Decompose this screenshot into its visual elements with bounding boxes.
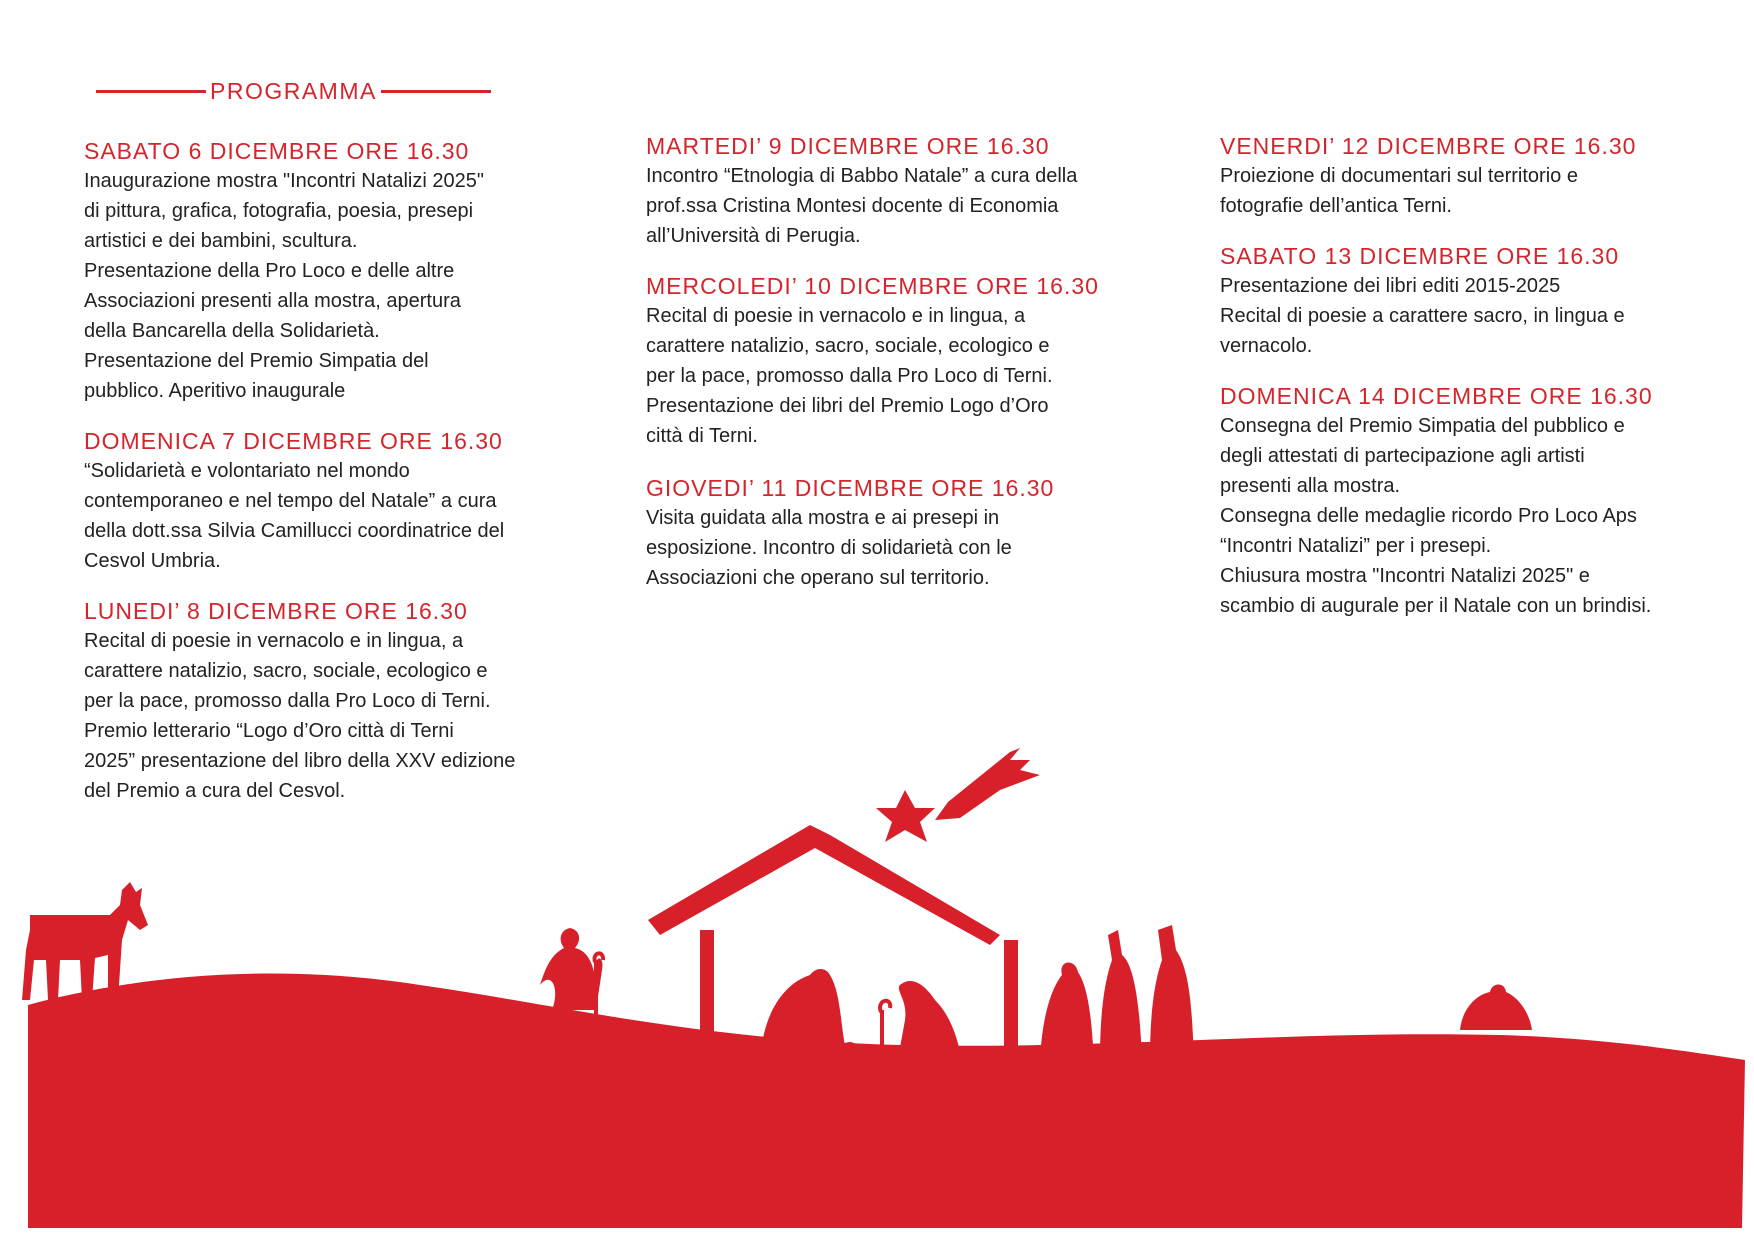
event-line: Presentazione della Pro Loco e delle altre xyxy=(84,260,455,282)
event-giovedi-11 xyxy=(646,473,1126,593)
event-line: Inaugurazione mostra "Incontri Natalizi 2025" xyxy=(84,170,484,192)
event-line: Consegna delle medaglie ricordo Pro Loco Aps xyxy=(1220,505,1637,527)
page-title: PROGRAMMA xyxy=(210,77,377,104)
event-line: città di Terni. xyxy=(646,425,758,447)
event-line: 2025” presentazione del libro della XXV edizione xyxy=(84,750,516,772)
program-column-2 xyxy=(646,131,1126,613)
event-heading: MERCOLEDI’ 10 DICEMBRE ORE 16.30 xyxy=(646,273,1099,299)
event-line: fotografie dell’antica Terni. xyxy=(1220,195,1452,217)
event-line: Recital di poesie a carattere sacro, in lingua e xyxy=(1220,305,1625,327)
event-line: Presentazione dei libri editi 2015-2025 xyxy=(1220,275,1561,297)
event-line: artistici e dei bambini, scultura. xyxy=(84,230,358,252)
joseph-staff xyxy=(880,1010,884,1085)
programma-header xyxy=(96,74,501,108)
title-rule-left xyxy=(96,90,206,93)
shepherd-silhouette xyxy=(540,928,598,1010)
event-heading: SABATO 13 DICEMBRE ORE 16.30 xyxy=(1220,243,1620,269)
event-line: del Premio a cura del Cesvol. xyxy=(84,780,346,802)
event-line: della Bancarella della Solidarietà. xyxy=(84,320,380,342)
joseph-silhouette xyxy=(895,981,965,1075)
event-line: presenti alla mostra. xyxy=(1220,475,1401,497)
event-line: carattere natalizio, sacro, sociale, ecologico e xyxy=(646,335,1050,357)
event-line: Presentazione dei libri del Premio Logo d’Oro xyxy=(646,395,1049,417)
event-line: esposizione. Incontro di solidarietà con le xyxy=(646,537,1012,559)
event-heading: SABATO 6 DICEMBRE ORE 16.30 xyxy=(84,138,470,164)
event-line: Recital di poesie in vernacolo e in lingua, a xyxy=(646,305,1026,327)
event-line: Proiezione di documentari sul territorio e xyxy=(1220,165,1578,187)
event-mercoledi-10 xyxy=(646,271,1126,451)
event-line: Premio letterario “Logo d’Oro città di Terni xyxy=(84,720,454,742)
wise-man-silhouette-2 xyxy=(1100,930,1142,1060)
event-domenica-7 xyxy=(84,426,564,576)
goat-silhouette xyxy=(22,882,148,1000)
wise-man-silhouette-1 xyxy=(1040,963,1094,1060)
event-line: Associazioni che operano sul territorio. xyxy=(646,567,990,589)
event-heading: GIOVEDI’ 11 DICEMBRE ORE 16.30 xyxy=(646,475,1055,501)
stable-post-right xyxy=(1004,940,1018,1060)
event-line: Recital di poesie in vernacolo e in lingua, a xyxy=(84,630,464,652)
event-line: all’Università di Perugia. xyxy=(646,225,861,247)
nativity-scene-illustration xyxy=(0,720,1754,1240)
event-line: per la pace, promosso dalla Pro Loco di Terni. xyxy=(84,690,491,712)
shepherd-right-silhouette xyxy=(1460,985,1532,1031)
event-line: Chiusura mostra "Incontri Natalizi 2025" e xyxy=(1220,565,1590,587)
event-heading: DOMENICA 7 DICEMBRE ORE 16.30 xyxy=(84,428,503,454)
event-line: Incontro “Etnologia di Babbo Natale” a cura della xyxy=(646,165,1078,187)
event-sabato-6 xyxy=(84,136,564,406)
title-rule-right xyxy=(381,90,491,93)
event-heading: LUNEDI’ 8 DICEMBRE ORE 16.30 xyxy=(84,598,468,624)
event-heading: VENERDI’ 12 DICEMBRE ORE 16.30 xyxy=(1220,133,1637,159)
event-venerdi-12 xyxy=(1220,131,1720,221)
event-line: della dott.ssa Silvia Camillucci coordinatrice del xyxy=(84,520,505,542)
event-line: “Incontri Natalizi” per i presepi. xyxy=(1220,535,1492,557)
event-line: Associazioni presenti alla mostra, apertura xyxy=(84,290,461,312)
comet-star-silhouette xyxy=(935,748,1040,820)
event-sabato-13 xyxy=(1220,241,1720,361)
event-line: di pittura, grafica, fotografia, poesia, presepi xyxy=(84,200,474,222)
event-line: “Solidarietà e volontariato nel mondo xyxy=(84,460,410,482)
event-line: vernacolo. xyxy=(1220,335,1313,357)
event-line: scambio di augurale per il Natale con un brindisi. xyxy=(1220,595,1652,617)
event-line: carattere natalizio, sacro, sociale, ecologico e xyxy=(84,660,488,682)
event-line: Consegna del Premio Simpatia del pubblico e xyxy=(1220,415,1625,437)
event-line: Cesvol Umbria. xyxy=(84,550,221,572)
event-line: Visita guidata alla mostra e ai presepi in xyxy=(646,507,1000,529)
event-line: contemporaneo e nel tempo del Natale” a cura xyxy=(84,490,497,512)
wise-man-silhouette-3 xyxy=(1150,925,1194,1060)
event-heading: MARTEDI’ 9 DICEMBRE ORE 16.30 xyxy=(646,133,1050,159)
event-domenica-14 xyxy=(1220,381,1720,621)
event-line: Presentazione del Premio Simpatia del xyxy=(84,350,429,372)
event-line: prof.ssa Cristina Montesi docente di Economia xyxy=(646,195,1059,217)
event-line: pubblico. Aperitivo inaugurale xyxy=(84,380,346,402)
event-heading: DOMENICA 14 DICEMBRE ORE 16.30 xyxy=(1220,383,1653,409)
event-line: per la pace, promosso dalla Pro Loco di Terni. xyxy=(646,365,1053,387)
stable-roof xyxy=(648,825,1000,945)
star-shape xyxy=(876,790,935,842)
program-column-3 xyxy=(1220,131,1720,641)
stable-post-left xyxy=(700,930,714,1060)
event-martedi-9 xyxy=(646,131,1126,251)
event-line: degli attestati di partecipazione agli artisti xyxy=(1220,445,1585,467)
